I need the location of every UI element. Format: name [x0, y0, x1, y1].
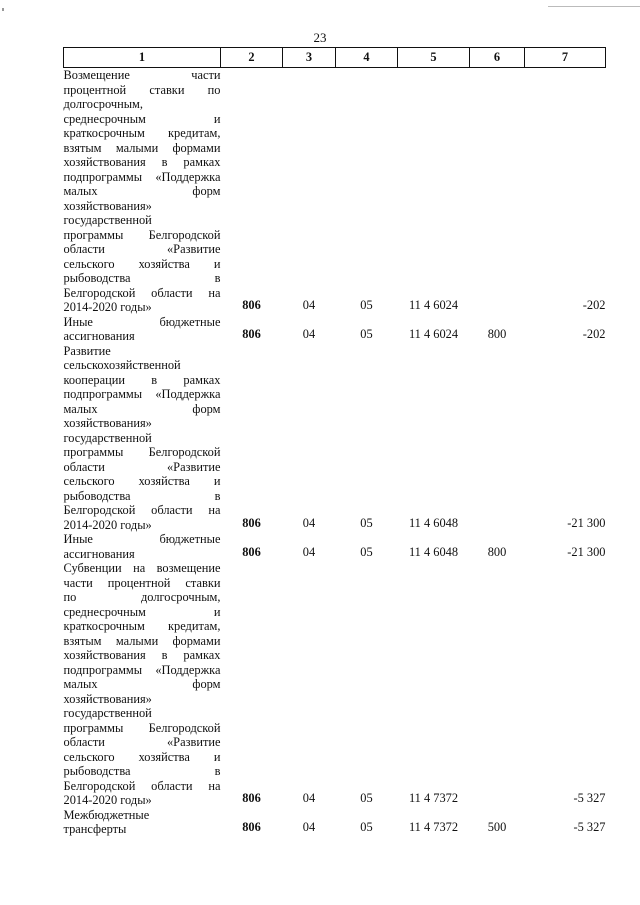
- description-line: долгосрочным,: [63, 97, 143, 111]
- row-target-article-value: 11 4 6048: [408, 544, 459, 559]
- row-amount: [525, 808, 606, 837]
- budget-table: [63, 47, 606, 837]
- row-subsection: [336, 68, 398, 315]
- table-body: [64, 68, 606, 837]
- description-line: хозяйствования»: [63, 416, 152, 430]
- row-amount: [525, 315, 606, 344]
- row-expense-type: [470, 344, 525, 533]
- description-line: Межбюджетные: [63, 807, 150, 822]
- header-col-2: 2: [221, 48, 283, 68]
- row-section-value: 04: [302, 791, 316, 805]
- row-subsection-value: 05: [360, 544, 373, 559]
- description-line: Иные бюджетные: [63, 532, 221, 546]
- row-ministry-code-value: 806: [242, 544, 261, 559]
- description-line: Субвенции на возмещение: [63, 561, 221, 575]
- table-row: [64, 532, 606, 561]
- description-line: 2014-2020 годы»: [63, 300, 152, 314]
- row-amount: [525, 561, 606, 808]
- row-ministry-code-value: 806: [242, 298, 261, 312]
- table-row: [64, 344, 606, 533]
- row-amount: [525, 532, 606, 561]
- description-line: ассигнования: [63, 546, 135, 561]
- description-line: малых форм: [63, 184, 221, 198]
- description-line: хозяйствования в рамках: [63, 648, 221, 662]
- description-line: ассигнования: [63, 329, 135, 343]
- row-target-article-value: 11 4 7372: [408, 820, 459, 834]
- description-line: рыбоводства в: [63, 488, 221, 503]
- table-row: [64, 561, 606, 808]
- description-line: взятым малыми формами: [63, 633, 221, 648]
- row-ministry-code: [221, 315, 283, 344]
- row-amount-value: -21 300: [567, 544, 606, 559]
- row-subsection-value: 05: [360, 298, 373, 312]
- row-description: [64, 68, 221, 315]
- row-target-article: [398, 561, 470, 808]
- table-row: [64, 808, 606, 837]
- row-amount: [525, 68, 606, 315]
- row-amount-value: -5 327: [573, 820, 606, 834]
- row-section: [283, 344, 336, 533]
- row-ministry-code: [221, 532, 283, 561]
- row-target-article: [398, 68, 470, 315]
- description-line: части процентной ставки: [63, 575, 221, 590]
- row-ministry-code-value: 806: [242, 327, 261, 341]
- header-col-7: 7: [525, 48, 606, 68]
- row-description: [64, 315, 221, 344]
- description-line: краткосрочным кредитам,: [63, 126, 221, 140]
- row-ministry-code-value: 806: [242, 791, 261, 805]
- row-subsection: [336, 532, 398, 561]
- row-expense-type-value: 800: [487, 544, 507, 559]
- description-line: хозяйствования»: [63, 198, 152, 213]
- row-target-article: [398, 808, 470, 837]
- row-ministry-code-value: 806: [242, 820, 261, 834]
- description-line: краткосрочным кредитам,: [63, 619, 221, 633]
- description-line: сельского хозяйства и: [63, 474, 221, 488]
- description-line: рыбоводства в: [63, 764, 221, 778]
- row-subsection-value: 05: [360, 515, 373, 530]
- description-line: хозяйствования в рамках: [63, 155, 221, 169]
- row-target-article-value: 11 4 6048: [408, 515, 459, 530]
- row-amount-value: -202: [582, 327, 606, 341]
- row-ministry-code: [221, 344, 283, 533]
- row-expense-type: [470, 68, 525, 315]
- description-line: Белгородской области на: [63, 778, 221, 793]
- row-expense-type: [470, 808, 525, 837]
- row-target-article: [398, 532, 470, 561]
- header-col-4: 4: [336, 48, 398, 68]
- table-row: [64, 315, 606, 344]
- description-line: области «Развитие: [63, 459, 221, 474]
- header-col-6: 6: [470, 48, 525, 68]
- row-subsection: [336, 561, 398, 808]
- row-section: [283, 532, 336, 561]
- row-expense-type-value: 800: [487, 327, 507, 341]
- table-row: [64, 68, 606, 315]
- description-line: подпрограммы «Поддержка: [63, 169, 221, 184]
- header-col-5: 5: [398, 48, 470, 68]
- header-col-1: 1: [64, 48, 221, 68]
- description-line: Белгородской области на: [63, 285, 221, 300]
- row-section-value: 04: [302, 327, 316, 341]
- description-line: по долгосрочным,: [63, 590, 221, 604]
- header-col-3: 3: [283, 48, 336, 68]
- row-section-value: 04: [302, 298, 316, 312]
- row-section: [283, 808, 336, 837]
- description-line: Белгородской области на: [63, 503, 221, 517]
- description-line: государственной: [63, 213, 152, 227]
- row-target-article: [398, 315, 470, 344]
- description-line: хозяйствования»: [63, 691, 152, 706]
- scan-mark-left: [2, 8, 4, 11]
- row-expense-type: [470, 532, 525, 561]
- row-description: [64, 808, 221, 837]
- row-description: [64, 532, 221, 561]
- description-line: программы Белгородской: [63, 227, 221, 242]
- row-section: [283, 561, 336, 808]
- row-target-article-value: 11 4 6024: [408, 298, 459, 312]
- description-line: подпрограммы «Поддержка: [63, 662, 221, 677]
- description-line: 2014-2020 годы»: [63, 517, 152, 532]
- description-line: государственной: [63, 430, 152, 445]
- description-line: Развитие: [63, 343, 111, 358]
- row-subsection-value: 05: [360, 820, 373, 834]
- row-amount-value: -21 300: [567, 515, 606, 530]
- row-section: [283, 315, 336, 344]
- row-ministry-code: [221, 808, 283, 837]
- row-section-value: 04: [302, 544, 316, 559]
- description-line: сельскохозяйственной: [63, 358, 181, 372]
- row-target-article-value: 11 4 7372: [408, 791, 459, 805]
- description-line: взятым малыми формами: [63, 140, 221, 155]
- description-line: рыбоводства в: [63, 271, 221, 285]
- description-line: области «Развитие: [63, 242, 221, 256]
- row-expense-type-value: 500: [487, 820, 507, 834]
- page-number: 23: [313, 30, 327, 45]
- row-ministry-code-value: 806: [242, 515, 261, 530]
- row-amount-value: -202: [582, 298, 606, 312]
- table-header-row: [64, 48, 606, 68]
- row-amount: [525, 344, 606, 533]
- description-line: малых форм: [63, 677, 221, 691]
- description-line: программы Белгородской: [63, 445, 221, 459]
- row-amount-value: -5 327: [573, 791, 606, 805]
- scan-mark-corner: [548, 6, 640, 7]
- row-section-value: 04: [302, 515, 316, 530]
- row-ministry-code: [221, 561, 283, 808]
- row-section: [283, 68, 336, 315]
- row-expense-type: [470, 561, 525, 808]
- row-subsection: [336, 344, 398, 533]
- row-target-article: [398, 344, 470, 533]
- row-description: [64, 561, 221, 808]
- description-line: 2014-2020 годы»: [63, 793, 152, 807]
- row-description: [64, 344, 221, 533]
- description-line: сельского хозяйства и: [63, 749, 221, 764]
- description-line: программы Белгородской: [63, 720, 221, 735]
- row-subsection-value: 05: [360, 791, 373, 805]
- description-line: подпрограммы «Поддержка: [63, 387, 221, 401]
- description-line: государственной: [63, 706, 152, 720]
- row-subsection: [336, 315, 398, 344]
- description-line: трансферты: [63, 822, 127, 836]
- description-line: Возмещение части: [63, 68, 221, 82]
- description-line: области «Развитие: [63, 735, 221, 749]
- description-line: сельского хозяйства и: [63, 256, 221, 271]
- row-section-value: 04: [302, 820, 316, 834]
- row-target-article-value: 11 4 6024: [408, 327, 459, 341]
- row-ministry-code: [221, 68, 283, 315]
- row-subsection: [336, 808, 398, 837]
- description-line: среднесрочным и: [63, 111, 221, 126]
- description-line: кооперации в рамках: [63, 372, 221, 387]
- row-subsection-value: 05: [360, 327, 373, 341]
- description-line: малых форм: [63, 401, 221, 416]
- row-expense-type: [470, 315, 525, 344]
- description-line: процентной ставки по: [63, 82, 221, 97]
- description-line: Иные бюджетные: [63, 314, 221, 329]
- description-line: среднесрочным и: [63, 604, 221, 619]
